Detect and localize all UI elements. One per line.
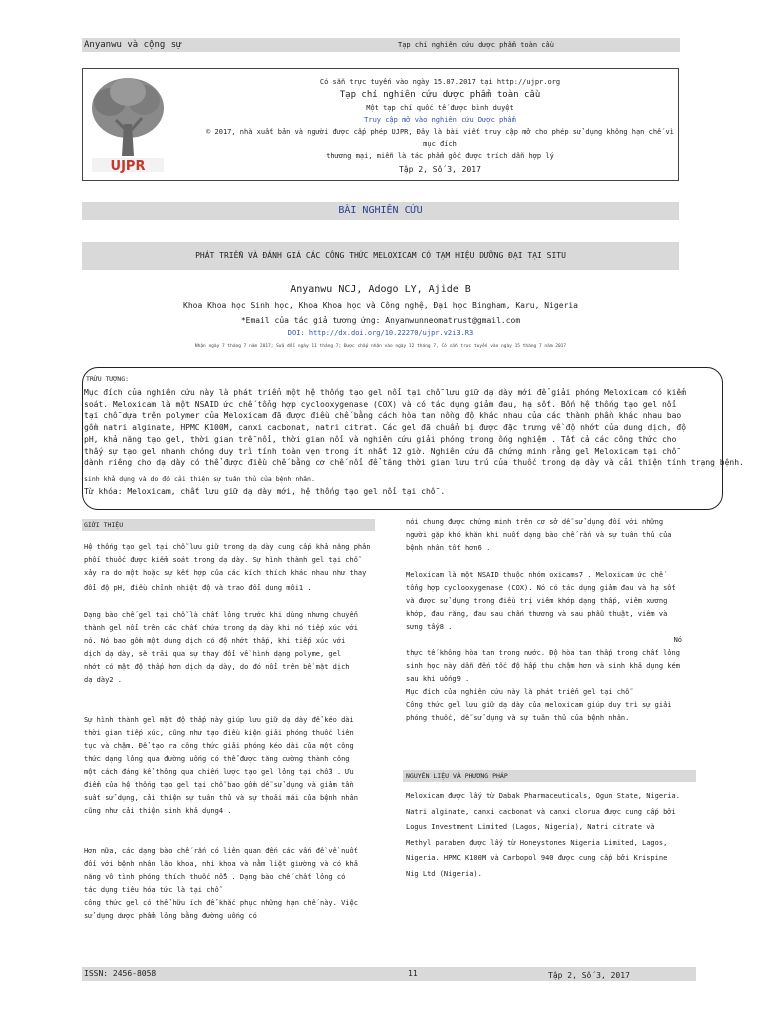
abstract-label: TRỪU TƯỢNG:	[86, 375, 130, 383]
corresponding-email: *Email của tác giả tương ứng: Anyanwunneomatrust@gmail.com	[240, 316, 521, 325]
ujpr-tree-logo	[88, 72, 168, 176]
author-list: Anyanwu NCJ, Adogo LY, Ajide B	[290, 284, 471, 295]
doi-link[interactable]: DOI: http://dx.doi.org/10.22270/ujpr.v2i3.R3	[287, 329, 474, 337]
paper-title: PHÁT TRIỂN VÀ ĐÁNH GIÁ CÁC CÔNG THỨC MELOXICAM CÓ TẠM HIỆU DƯỠNG ĐẠI TẠI SITU	[195, 251, 566, 260]
footer-volume: Tập 2, Số 3, 2017	[548, 971, 630, 980]
logo-text: UJPR	[110, 159, 146, 174]
paragraph: Nó thực tế không hòa tan trong nước. Độ hòa tan thấp trong chất lỏng sinh học này dẫn đến tốc độ hấp thu chậm hơn và sinh khả dụng kém sau khi uống9 .	[406, 636, 682, 683]
article-dates: Nhận ngày 7 tháng 7 năm 2017; Sửa đổi ngày 11 tháng 7; Được chấp nhận vào ngày 12 tháng 7, Có sẵn trực tuyến vào ngày 15 tháng 7 năm 2017	[194, 344, 567, 349]
journal-name: Tạp chí nghiên cứu dược phẩm toàn cầu	[339, 90, 541, 100]
methods-heading: NGUYÊN LIỆU VÀ PHƯƠNG PHÁP	[406, 772, 508, 780]
abstract-text	[84, 387, 744, 469]
masthead-volume: Tập 2, Số 3, 2017	[399, 165, 481, 174]
paragraph: nói chung được chứng minh trên cơ sở dễ sử dụng đối với những người gặp khó khăn khi nuốt dạng bào chế rắn và sự tuân thủ của bệnh nhân tốt hơn6 .	[406, 518, 672, 552]
running-header-authors: Anyanwu và cộng sự	[84, 40, 182, 50]
page-number: 11	[408, 969, 418, 978]
masthead-text	[205, 76, 675, 178]
paragraph: Meloxicam là một NSAID thuộc nhóm oxicams7 . Meloxicam ức chế tổng hợp cyclooxygenase (COX). Nó có tác dụng giảm đau và hạ sốt và được sử dụng trong điều trị viêm khớp dạng thấp, viêm xương khớp, đau răng, đau sau chấn thương và sau phẫu thuật, viêm và sưng tấy8 .	[406, 571, 676, 631]
peer-reviewed: Một tạp chí quốc tế được bình duyệt	[366, 104, 514, 112]
paragraph: Dạng bào chế gel tại chỗ là chất lỏng trước khi dùng nhưng chuyển thành gel nổi trên các chất chứa trong dạ dày khi nó tiếp xúc với nó. Nó bao gồm một dung dịch có độ nhớt thấp, khi tiếp xúc với dịch dạ dày, sẽ trải qua sự thay đổi về hình dạng polyme, gel nhớt có mật độ thấp hơn dịch dạ dày, do đó nổi trên bề mặt dịch dạ dày2 .	[84, 611, 358, 684]
abstract-line: dành riêng cho dạ dày có thể được điều chế bằng cơ chế nổi để tăng thời gian lưu trú của thuốc trong dạ dày và cải thiện tính trạng bệnh.	[84, 458, 744, 468]
intro-heading-bar	[82, 519, 375, 531]
intro-left-column	[84, 541, 374, 923]
keywords: Từ khóa: Meloxicam, chất lưu giữ dạ dày mới, hệ thống tạo gel nổi tại chỗ .	[84, 487, 446, 496]
footer-issn: ISSN: 2456-8058	[84, 969, 157, 978]
running-header-journal: Tạp chí nghiên cứu dược phẩm toàn cầu	[398, 41, 554, 49]
license-line-1: © 2017, nhà xuất bản và người được cấp phép UJPR, Đây là bài viết truy cập mở cho phép sử dụng không hạn chế vì mục đích	[206, 128, 674, 148]
affiliation: Khoa Khoa học Sinh học, Khoa Khoa học và Công nghệ, Đại học Bingham, Karu, Nigeria	[183, 301, 578, 310]
paragraph: Hơn nữa, các dạng bào chế rắn có liên quan đến các vấn đề về nuốt đối với bệnh nhân lão khoa, nhi khoa và nằm liệt giường và có khả năng vô tình phóng thích thuốc nổ5 . Dạng bào chế chất lỏng có tác dụng tiêu hóa tức là tại chỗ công thức gel có thể hữu ích để khắc phục những hạn chế này. Việc sử dụng dược phẩm lỏng bằng đường uống có	[84, 847, 358, 920]
intro-heading: GIỚI THIỆU	[84, 521, 124, 529]
abstract-tail: sinh khả dụng và do đó cải thiện sự tuân thủ của bệnh nhân.	[84, 475, 315, 483]
abstract-line: Mục đích của nghiên cứu này là phát triển một hệ thống tạo gel nổi tại chỗ lưu giữ dạ dày mới để giải phóng Meloxicam có kiểm	[84, 388, 687, 397]
paragraph: Mục đích của nghiên cứu này là phát triển gel tại chỗ Công thức gel lưu giữ dạ dày của meloxicam giúp duy trì sự giải phóng thuốc, dễ sử dụng và sự tuân thủ của bệnh nhân.	[406, 688, 672, 722]
abstract-line: pH, khả năng tạo gel, thời gian trễ nổi, thời gian nổi và nghiên cứu giải phóng trong ống nghiệm . Tất cả các công thức cho	[84, 434, 677, 444]
section-title: BÀI NGHIÊN CỨU	[338, 205, 423, 216]
available-online: Có sẵn trực tuyến vào ngày 15.07.2017 tại http://ujpr.org	[319, 78, 561, 86]
abstract-line: tại chỗ dựa trên polymer của Meloxicam đã được điều chế bằng cách hòa tan nồng độ khác nhau của các thành phần khác nhau bao	[84, 411, 682, 421]
methods-text: Meloxicam được lấy từ Dabak Pharmaceuticals, Ogun State, Nigeria. Natri alginate, canxi cacbonat và canxi clorua được cung cấp bởi Logus Investment Limited (Lagos, Nigeria), Natri citrate và Methyl paraben được lấy từ Honeystones Nigeria Limited, Lagos, Nigeria. HPMC K100M và Carbopol 940 được cung cấp bởi Krispine Nig Ltd (Nigeria).	[406, 792, 680, 878]
license-line-2: thương mại, miễn là tác phẩm gốc được trích dẫn hợp lý	[326, 152, 554, 160]
abstract-line: soát. Meloxicam là một NSAID ức chế tổng hợp cyclooxygenase (COX) và có tác dụng giảm đau, hạ sốt. Bốn hệ thống tạo gel nổi	[84, 399, 677, 409]
abstract-line: thấy sự tạo gel nhanh chóng duy trì tính toàn vẹn trong ít nhất 12 giờ. Nghiên cứu đã chứng minh rằng gel Meloxicam tại chỗ	[84, 446, 677, 456]
intro-right-column	[406, 516, 696, 725]
paragraph: Hệ thống tạo gel tại chỗ lưu giữ trong dạ dày cung cấp khả năng phân phối thuốc được kiểm soát trong dạ dày. Sự hình thành gel tại chỗ xảy ra do một hoặc sự kết hợp của các kích thích khác nhau như thay đổi độ pH, điều chỉnh nhiệt độ và trao đổi dung môi1 .	[84, 543, 371, 592]
abstract-line: gồm natri alginate, HPMC K100M, canxi cacbonat, natri citrat. Các gel đã chuẩn bị được đặc trưng về độ nhớt của dung dịch, độ	[84, 423, 687, 433]
open-access-link[interactable]: Truy cập mở vào nghiên cứu Dược phẩm	[364, 116, 516, 124]
paragraph: Sự hình thành gel mật độ thấp này giúp lưu giữ dạ dày để kéo dài thời gian tiếp xúc, cũng như tạo điều kiện giải phóng thuốc liên tục và chậm. Để tạo ra công thức giải phóng kéo dài của một công thức dạng lỏng qua đường uống có thể được tăng cường thành công một cách đáng kể thông qua chiến lược tạo gel lỏng tại chỗ3 . Ưu điểm của hệ thống tạo gel tại chỗ bao gồm dễ sử dụng và giảm tần suất sử dụng, cải thiện sự tuân thủ và sự thoải mái của bệnh nhân cũng như cải thiện sinh khả dụng4 .	[84, 716, 358, 815]
